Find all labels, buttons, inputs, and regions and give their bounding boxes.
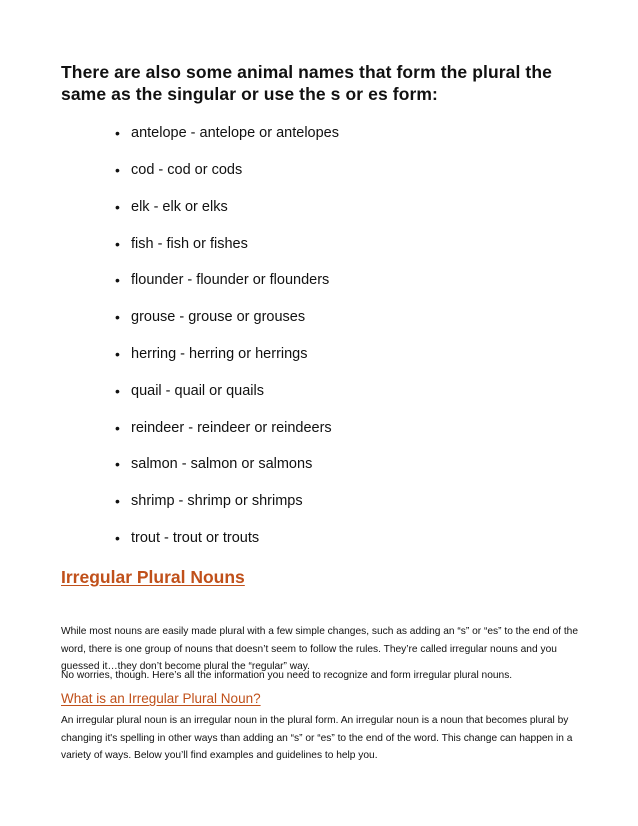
irregular-intro-paragraph: While most nouns are easily made plural with a few simple changes, such as adding an “s” or “es” to the end of the word, there is one group of nouns that doesn’t seem to follow the rules. They’re called irregular nouns and you guessed it…they don’t become plural the “regular” way. [61,626,578,673]
list-item-text: herring - herring or herrings [131,346,308,362]
list-item-text: reindeer - reindeer or reindeers [131,420,332,436]
intro-heading: There are also some animal names that form the plural the same as the singular or use the s or es form: [61,62,552,104]
list-item-text: elk - elk or elks [131,199,228,215]
list-item-text: flounder - flounder or flounders [131,272,330,288]
what-is-paragraph: An irregular plural noun is an irregular noun in the plural form. An irregular noun is a noun that becomes plural by changing it's spelling in other ways than adding an “s” or “es” to the end of the word. This change can happen in a variety of ways. Below you’ll find examples and guidelines to help you. [61,715,573,762]
list-item-text: trout - trout or trouts [131,530,260,546]
bullet-icon: • [115,420,120,436]
bullet-icon: • [115,309,120,325]
list-item-text: cod - cod or cods [131,162,243,178]
list-item-text: fish - fish or fishes [131,236,248,252]
bullet-icon: • [115,383,120,399]
bullet-icon: • [115,346,120,362]
list-item-text: grouse - grouse or grouses [131,309,306,325]
what-is-irregular-plural-noun-heading: What is an Irregular Plural Noun? [61,691,261,706]
list-item-text: antelope - antelope or antelopes [131,125,339,141]
bullet-icon: • [115,162,120,178]
list-item-text: salmon - salmon or salmons [131,456,313,472]
bullet-icon: • [115,125,120,141]
bullet-icon: • [115,530,120,546]
list-item-text: quail - quail or quails [131,383,264,399]
bullet-icon: • [115,236,120,252]
bullet-icon: • [115,493,120,509]
bullet-icon: • [115,456,120,472]
irregular-plural-nouns-heading: Irregular Plural Nouns [61,567,245,587]
bullet-icon: • [115,272,120,288]
irregular-no-worries-paragraph: No worries, though. Here’s all the information you need to recognize and form irregular plural nouns. [61,670,513,681]
bullet-icon: • [115,199,120,215]
list-item-text: shrimp - shrimp or shrimps [131,493,303,509]
